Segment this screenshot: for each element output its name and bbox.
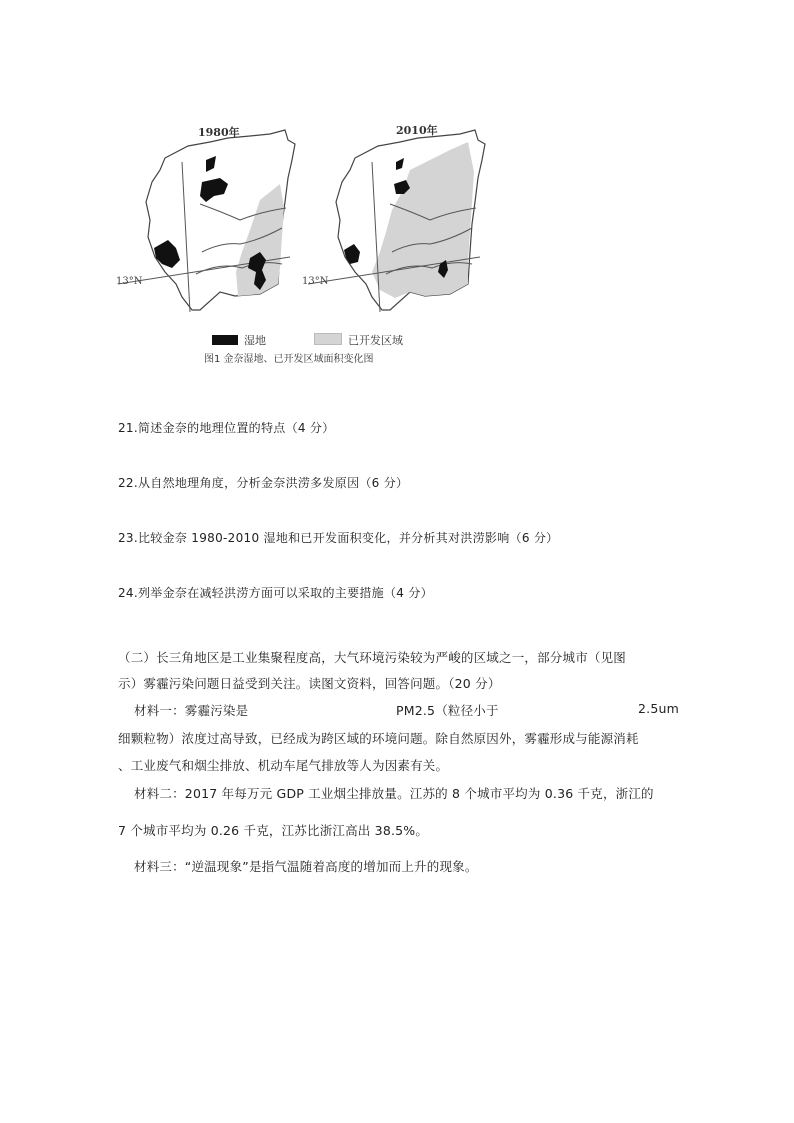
legend-wetland-label: 湿地	[244, 334, 266, 347]
map-1980	[118, 130, 295, 312]
map-2010-title: 2010年	[396, 124, 438, 137]
legend-item-wetland	[212, 332, 266, 348]
latitude-label-2010: 13°N	[302, 276, 329, 287]
question-23: 23.比较金奈 1980-2010 湿地和已开发面积变化，并分析其对洪涝影响（6 分）	[118, 531, 559, 545]
map-2010	[308, 130, 485, 312]
material2-line1: 材料二：2017 年每万元 GDP 工业烟尘排放量。江苏的 8 个城市平均为 0.36 千克，浙江的	[134, 786, 654, 801]
material1-pm25: PM2.5（粒径小于	[396, 703, 499, 718]
material3: 材料三：“逆温现象”是指气温随着高度的增加而上升的现象。	[134, 859, 478, 874]
section2-intro-line1: （二）长三角地区是工业集聚程度高，大气环境污染较为严峻的区域之一，部分城市（见图	[118, 650, 627, 665]
figure-caption: 图1 金奈湿地、已开发区域面积变化图	[204, 354, 374, 365]
material1-size: 2.5um	[638, 701, 679, 716]
question-22: 22.从自然地理角度，分析金奈洪涝多发原因（6 分）	[118, 476, 409, 490]
map-drawing	[110, 112, 500, 327]
wetland-map-figure	[110, 112, 500, 372]
wetland-swatch-icon	[212, 335, 238, 345]
legend-item-developed	[314, 332, 403, 348]
question-21: 21.简述金奈的地理位置的特点（4 分）	[118, 421, 335, 435]
section2-intro-line2: 示）雾霾污染问题日益受到关注。读图文资料，回答问题。（20 分）	[118, 676, 501, 691]
developed-swatch-icon	[314, 333, 342, 345]
question-24: 24.列举金奈在减轻洪涝方面可以采取的主要措施（4 分）	[118, 586, 433, 600]
latitude-label-1980: 13°N	[116, 276, 143, 287]
material1-lead: 材料一：雾霾污染是	[134, 703, 249, 718]
map-1980-title: 1980年	[198, 126, 240, 139]
material2-line2: 7 个城市平均为 0.26 千克，江苏比浙江高出 38.5%。	[118, 823, 429, 838]
material1-line3: 、工业废气和烟尘排放、机动车尾气排放等人为因素有关。	[118, 758, 449, 773]
material1-line2: 细颗粒物）浓度过高导致，已经成为跨区域的环境问题。除自然原因外，雾霾形成与能源消耗	[118, 731, 639, 746]
legend-developed-label: 已开发区域	[348, 334, 403, 347]
